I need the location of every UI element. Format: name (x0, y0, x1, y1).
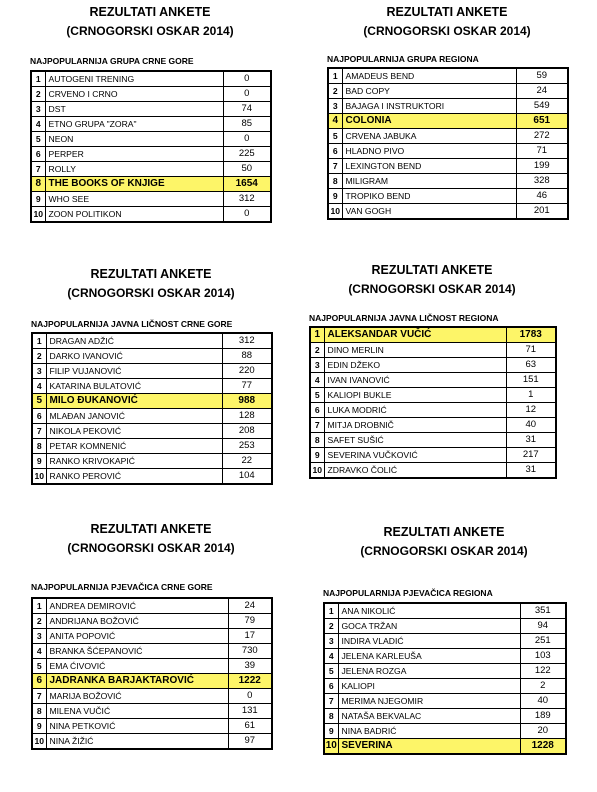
votes-cell: 24 (228, 598, 272, 614)
votes-cell: 2 (520, 679, 566, 694)
votes-cell: 131 (228, 704, 272, 719)
rank-cell: 9 (324, 724, 338, 739)
name-cell: NEON (45, 132, 223, 147)
rank-cell: 5 (324, 664, 338, 679)
heading-title: REZULTATI ANKETE (386, 5, 508, 19)
table-row (32, 349, 272, 364)
votes-cell: 74 (223, 102, 271, 117)
table-caption: NAJPOPULARNIJA GRUPA REGIONA (327, 54, 479, 64)
name-cell: WHO SEE (45, 192, 223, 207)
heading-subtitle: (CRNOGORSKI OSKAR 2014) (67, 541, 235, 555)
votes-cell: 217 (506, 448, 556, 463)
name-cell: TROPIKO BEND (342, 189, 516, 204)
name-cell: SAFET SUŠIĆ (324, 433, 506, 448)
name-cell: ZDRAVKO ČOLIĆ (324, 463, 506, 479)
rank-cell: 1 (310, 327, 324, 343)
name-cell: NINA ŽIŽIĆ (46, 734, 228, 750)
rank-cell: 2 (324, 619, 338, 634)
rank-cell: 6 (32, 674, 46, 689)
name-cell: MILIGRAM (342, 174, 516, 189)
name-cell: KALIOPI (338, 679, 520, 694)
table-row (31, 71, 271, 87)
table-caption: NAJPOPULARNIJA PJEVAČICA REGIONA (323, 588, 493, 598)
table-row (31, 147, 271, 162)
votes-cell: 199 (516, 159, 568, 174)
rank-cell: 2 (32, 349, 46, 364)
name-cell: ETNO GRUPA "ZORA" (45, 117, 223, 132)
name-cell: SEVERINA VUČKOVIĆ (324, 448, 506, 463)
table-row (32, 614, 272, 629)
votes-cell: 50 (223, 162, 271, 177)
table-row (32, 439, 272, 454)
votes-cell: 0 (223, 207, 271, 223)
rank-cell: 7 (310, 418, 324, 433)
name-cell: MERIMA NJEGOMIR (338, 694, 520, 709)
table-row (32, 333, 272, 349)
rank-cell: 3 (32, 364, 46, 379)
rank-cell: 7 (32, 424, 46, 439)
table-row (324, 709, 566, 724)
votes-cell: 31 (506, 463, 556, 479)
block-heading (327, 5, 567, 38)
name-cell: BRANKA ŠĆEPANOVIĆ (46, 644, 228, 659)
name-cell: ANA NIKOLIĆ (338, 603, 520, 619)
name-cell: RANKO PEROVIĆ (46, 469, 222, 485)
votes-cell: 59 (516, 68, 568, 84)
rank-cell: 1 (328, 68, 342, 84)
heading-title: REZULTATI ANKETE (90, 522, 212, 536)
rank-cell: 3 (31, 102, 45, 117)
rank-cell: 9 (310, 448, 324, 463)
rank-cell: 6 (31, 147, 45, 162)
name-cell: PERPER (45, 147, 223, 162)
heading-subtitle: (CRNOGORSKI OSKAR 2014) (360, 544, 528, 558)
rank-cell: 9 (32, 454, 46, 469)
name-cell: IVAN IVANOVIĆ (324, 373, 506, 388)
votes-cell: 651 (516, 114, 568, 129)
rank-cell: 3 (328, 99, 342, 114)
votes-cell: 20 (520, 724, 566, 739)
table-row (310, 403, 556, 418)
results-table (30, 70, 272, 223)
table-row (324, 603, 566, 619)
votes-cell: 46 (516, 189, 568, 204)
name-cell: ANDRIJANA BOŽOVIĆ (46, 614, 228, 629)
name-cell: NIKOLA PEKOVIĆ (46, 424, 222, 439)
votes-cell: 79 (228, 614, 272, 629)
table-row (328, 174, 568, 189)
votes-cell: 94 (520, 619, 566, 634)
table-row (32, 659, 272, 674)
table-row (32, 734, 272, 750)
rank-cell: 3 (324, 634, 338, 649)
table-row (324, 679, 566, 694)
table-row (324, 724, 566, 739)
block-heading (31, 522, 271, 555)
votes-cell: 251 (520, 634, 566, 649)
name-cell: EDIN DŽEKO (324, 358, 506, 373)
block-heading (31, 267, 271, 300)
name-cell: EMA ĆIVOVIĆ (46, 659, 228, 674)
name-cell: FILIP VUJANOVIĆ (46, 364, 222, 379)
table-row (31, 162, 271, 177)
name-cell: ZOON POLITIKON (45, 207, 223, 223)
votes-cell: 1783 (506, 327, 556, 343)
votes-cell: 272 (516, 129, 568, 144)
table-row (328, 99, 568, 114)
name-cell: JELENA KARLEUŠA (338, 649, 520, 664)
table-row (310, 448, 556, 463)
name-cell: LUKA MODRIĆ (324, 403, 506, 418)
table-row (310, 388, 556, 403)
name-cell: MLAĐAN JANOVIĆ (46, 409, 222, 424)
table-row (310, 373, 556, 388)
heading-subtitle: (CRNOGORSKI OSKAR 2014) (348, 282, 516, 296)
rank-cell: 8 (32, 439, 46, 454)
results-table (309, 326, 557, 479)
survey-block-3 (31, 262, 271, 497)
rank-cell: 10 (310, 463, 324, 479)
table-row (31, 132, 271, 147)
name-cell: JADRANKA BARJAKTAROVIĆ (46, 674, 228, 689)
name-cell: DST (45, 102, 223, 117)
rank-cell: 4 (328, 114, 342, 129)
name-cell: THE BOOKS OF KNJIGE (45, 177, 223, 192)
votes-cell: 988 (222, 394, 272, 409)
votes-cell: 122 (520, 664, 566, 679)
rank-cell: 1 (32, 598, 46, 614)
heading-subtitle: (CRNOGORSKI OSKAR 2014) (363, 24, 531, 38)
rank-cell: 10 (31, 207, 45, 223)
results-table (31, 332, 273, 485)
table-row (328, 84, 568, 99)
table-row (328, 204, 568, 220)
rank-cell: 8 (328, 174, 342, 189)
table-row (32, 379, 272, 394)
rank-cell: 7 (324, 694, 338, 709)
rank-cell: 7 (31, 162, 45, 177)
name-cell: GOCA TRŽAN (338, 619, 520, 634)
rank-cell: 5 (31, 132, 45, 147)
votes-cell: 328 (516, 174, 568, 189)
table-row-winner (31, 177, 271, 192)
rank-cell: 5 (32, 659, 46, 674)
name-cell: BAJAGA I INSTRUKTORI (342, 99, 516, 114)
table-row (324, 664, 566, 679)
rank-cell: 8 (310, 433, 324, 448)
name-cell: PETAR KOMNENIĆ (46, 439, 222, 454)
table-row (32, 424, 272, 439)
results-table (327, 67, 569, 220)
name-cell: NATAŠA BEKVALAC (338, 709, 520, 724)
table-row (310, 433, 556, 448)
table-row (31, 102, 271, 117)
name-cell: KALIOPI BUKLE (324, 388, 506, 403)
name-cell: AUTOGENI TRENING (45, 71, 223, 87)
table-row (328, 189, 568, 204)
name-cell: SEVERINA (338, 739, 520, 755)
table-row (32, 629, 272, 644)
rank-cell: 5 (310, 388, 324, 403)
votes-cell: 0 (223, 132, 271, 147)
votes-cell: 151 (506, 373, 556, 388)
rank-cell: 6 (310, 403, 324, 418)
survey-block-4 (309, 258, 555, 498)
table-row-winner (328, 114, 568, 129)
votes-cell: 220 (222, 364, 272, 379)
table-row (32, 704, 272, 719)
votes-cell: 201 (516, 204, 568, 220)
name-cell: VAN GOGH (342, 204, 516, 220)
rank-cell: 10 (328, 204, 342, 220)
rank-cell: 10 (32, 469, 46, 485)
votes-cell: 103 (520, 649, 566, 664)
table-row-winner (310, 327, 556, 343)
rank-cell: 4 (32, 379, 46, 394)
name-cell: NINA PETKOVIĆ (46, 719, 228, 734)
votes-cell: 0 (223, 71, 271, 87)
table-row (32, 409, 272, 424)
table-row (32, 364, 272, 379)
table-row (324, 634, 566, 649)
table-row (31, 117, 271, 132)
rank-cell: 1 (32, 333, 46, 349)
rank-cell: 8 (32, 704, 46, 719)
rank-cell: 3 (310, 358, 324, 373)
table-row (310, 343, 556, 358)
votes-cell: 40 (520, 694, 566, 709)
table-row (32, 469, 272, 485)
name-cell: COLONIA (342, 114, 516, 129)
name-cell: DRAGAN ADŽIĆ (46, 333, 222, 349)
rank-cell: 4 (324, 649, 338, 664)
rank-cell: 9 (32, 719, 46, 734)
table-row-winner (32, 394, 272, 409)
table-row (328, 159, 568, 174)
results-table (323, 602, 567, 755)
votes-cell: 40 (506, 418, 556, 433)
rank-cell: 9 (31, 192, 45, 207)
votes-cell: 312 (223, 192, 271, 207)
votes-cell: 31 (506, 433, 556, 448)
rank-cell: 7 (32, 689, 46, 704)
block-heading (309, 263, 555, 296)
votes-cell: 0 (223, 87, 271, 102)
table-caption: NAJPOPULARNIJA PJEVAČICA CRNE GORE (31, 582, 213, 592)
rank-cell: 2 (328, 84, 342, 99)
table-row (32, 598, 272, 614)
table-row (328, 144, 568, 159)
table-row (324, 694, 566, 709)
votes-cell: 71 (506, 343, 556, 358)
votes-cell: 128 (222, 409, 272, 424)
votes-cell: 253 (222, 439, 272, 454)
name-cell: AMADEUS BEND (342, 68, 516, 84)
votes-cell: 312 (222, 333, 272, 349)
rank-cell: 1 (31, 71, 45, 87)
name-cell: RANKO KRIVOKAPIĆ (46, 454, 222, 469)
rank-cell: 1 (324, 603, 338, 619)
results-table (31, 597, 273, 750)
votes-cell: 351 (520, 603, 566, 619)
votes-cell: 97 (228, 734, 272, 750)
name-cell: HLADNO PIVO (342, 144, 516, 159)
heading-subtitle: (CRNOGORSKI OSKAR 2014) (66, 24, 234, 38)
votes-cell: 17 (228, 629, 272, 644)
name-cell: ALEKSANDAR VUČIĆ (324, 327, 506, 343)
name-cell: CRVENO I CRNO (45, 87, 223, 102)
survey-block-5 (31, 517, 271, 767)
survey-block-6 (323, 520, 565, 780)
votes-cell: 12 (506, 403, 556, 418)
votes-cell: 730 (228, 644, 272, 659)
table-row (31, 87, 271, 102)
table-row (32, 719, 272, 734)
votes-cell: 85 (223, 117, 271, 132)
votes-cell: 1228 (520, 739, 566, 755)
name-cell: DARKO IVANOVIĆ (46, 349, 222, 364)
votes-cell: 104 (222, 469, 272, 485)
votes-cell: 77 (222, 379, 272, 394)
heading-title: REZULTATI ANKETE (383, 525, 505, 539)
table-row (324, 649, 566, 664)
table-row (310, 358, 556, 373)
name-cell: MARIJA BOŽOVIĆ (46, 689, 228, 704)
heading-title: REZULTATI ANKETE (90, 267, 212, 281)
votes-cell: 24 (516, 84, 568, 99)
rank-cell: 2 (310, 343, 324, 358)
block-heading (30, 5, 270, 38)
rank-cell: 9 (328, 189, 342, 204)
table-row-winner (324, 739, 566, 755)
table-row (32, 454, 272, 469)
table-row-winner (32, 674, 272, 689)
rank-cell: 2 (32, 614, 46, 629)
table-row (32, 644, 272, 659)
rank-cell: 2 (31, 87, 45, 102)
votes-cell: 63 (506, 358, 556, 373)
table-caption: NAJPOPULARNIJA GRUPA CRNE GORE (30, 56, 194, 66)
survey-block-2 (327, 0, 567, 250)
rank-cell: 5 (328, 129, 342, 144)
rank-cell: 6 (324, 679, 338, 694)
votes-cell: 88 (222, 349, 272, 364)
votes-cell: 71 (516, 144, 568, 159)
votes-cell: 1 (506, 388, 556, 403)
table-row (310, 463, 556, 479)
heading-subtitle: (CRNOGORSKI OSKAR 2014) (67, 286, 235, 300)
name-cell: CRVENA JABUKA (342, 129, 516, 144)
name-cell: DINO MERLIN (324, 343, 506, 358)
rank-cell: 3 (32, 629, 46, 644)
rank-cell: 8 (31, 177, 45, 192)
block-heading (323, 525, 565, 558)
rank-cell: 4 (31, 117, 45, 132)
votes-cell: 225 (223, 147, 271, 162)
name-cell: ANITA POPOVIĆ (46, 629, 228, 644)
votes-cell: 208 (222, 424, 272, 439)
name-cell: MILENA VUČIĆ (46, 704, 228, 719)
rank-cell: 10 (32, 734, 46, 750)
rank-cell: 4 (32, 644, 46, 659)
table-row (310, 418, 556, 433)
rank-cell: 7 (328, 159, 342, 174)
rank-cell: 6 (328, 144, 342, 159)
votes-cell: 549 (516, 99, 568, 114)
table-row (324, 619, 566, 634)
votes-cell: 61 (228, 719, 272, 734)
rank-cell: 6 (32, 409, 46, 424)
rank-cell: 5 (32, 394, 46, 409)
name-cell: KATARINA BULATOVIĆ (46, 379, 222, 394)
name-cell: MILO ĐUKANOVIĆ (46, 394, 222, 409)
name-cell: BAD COPY (342, 84, 516, 99)
table-caption: NAJPOPULARNIJA JAVNA LIČNOST REGIONA (309, 313, 499, 323)
name-cell: LEXINGTON BEND (342, 159, 516, 174)
votes-cell: 1654 (223, 177, 271, 192)
name-cell: ANDREA DEMIROVIĆ (46, 598, 228, 614)
table-row (31, 192, 271, 207)
votes-cell: 39 (228, 659, 272, 674)
name-cell: INDIRA VLADIĆ (338, 634, 520, 649)
name-cell: NINA BADRIĆ (338, 724, 520, 739)
table-row (31, 207, 271, 223)
name-cell: ROLLY (45, 162, 223, 177)
table-caption: NAJPOPULARNIJA JAVNA LIČNOST CRNE GORE (31, 319, 233, 329)
table-row (328, 129, 568, 144)
name-cell: MITJA DROBNIČ (324, 418, 506, 433)
table-row (32, 689, 272, 704)
votes-cell: 22 (222, 454, 272, 469)
votes-cell: 189 (520, 709, 566, 724)
name-cell: JELENA ROZGA (338, 664, 520, 679)
heading-title: REZULTATI ANKETE (371, 263, 493, 277)
rank-cell: 8 (324, 709, 338, 724)
heading-title: REZULTATI ANKETE (89, 5, 211, 19)
table-row (328, 68, 568, 84)
votes-cell: 0 (228, 689, 272, 704)
rank-cell: 10 (324, 739, 338, 755)
survey-block-1 (30, 0, 270, 250)
votes-cell: 1222 (228, 674, 272, 689)
rank-cell: 4 (310, 373, 324, 388)
